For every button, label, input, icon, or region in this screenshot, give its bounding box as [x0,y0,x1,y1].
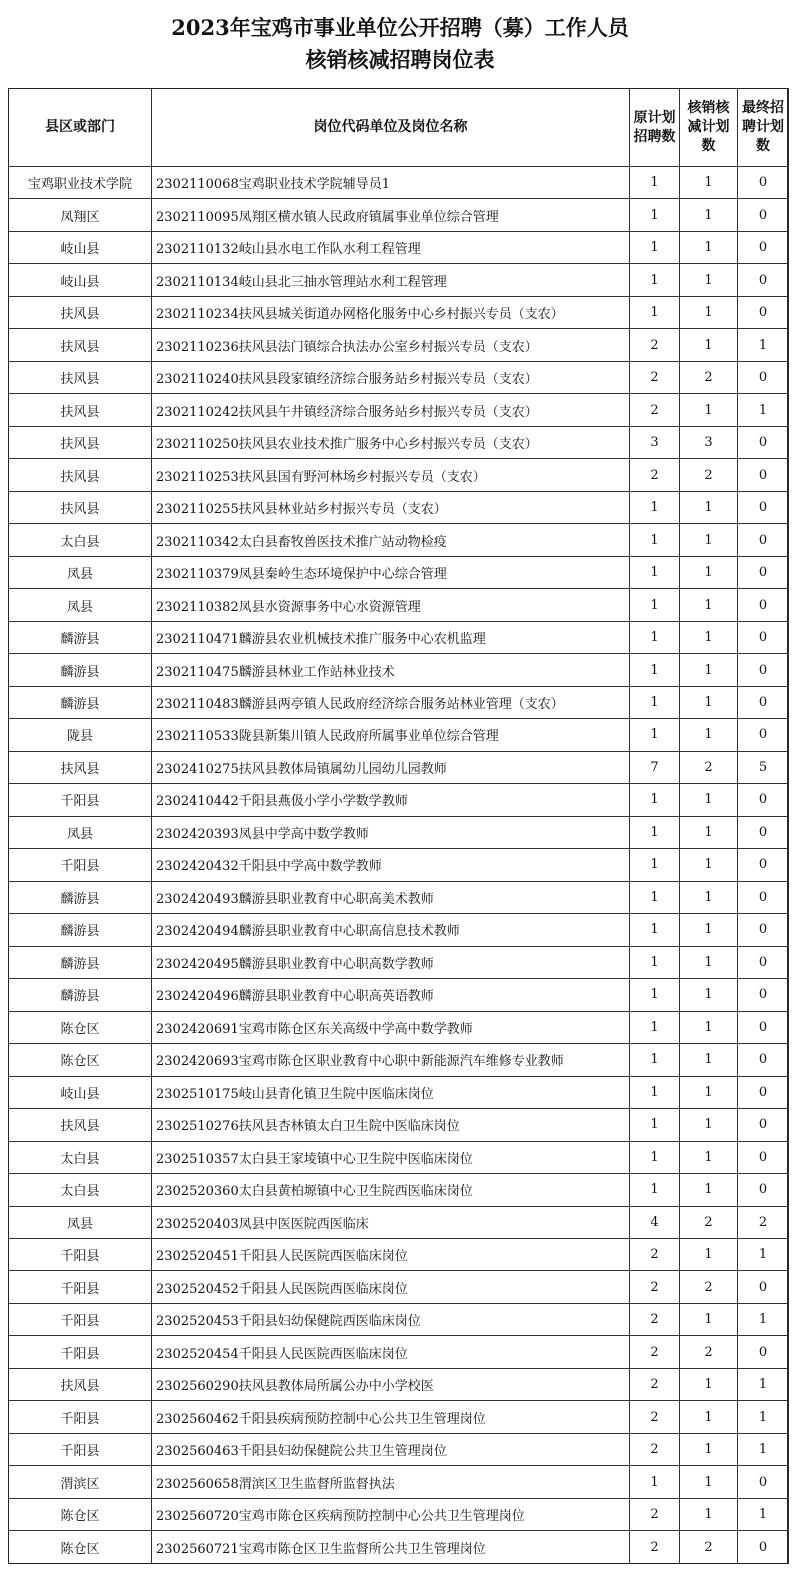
dept-cell: 扶风县 [9,296,152,328]
final-count-cell: 0 [738,1141,789,1173]
dept-cell: 岐山县 [9,1076,152,1108]
reduced-count-cell: 1 [680,264,738,296]
original-count-cell: 1 [630,1044,680,1076]
dept-cell: 扶风县 [9,1368,152,1400]
original-count-cell: 2 [630,1336,680,1368]
reduced-count-cell: 1 [680,589,738,621]
dept-cell: 扶风县 [9,361,152,393]
reduced-count-cell: 1 [680,1174,738,1206]
original-count-cell: 1 [630,849,680,881]
final-count-cell: 1 [738,1401,789,1433]
position-cell: 2302110533陇县新集川镇人民政府所属事业单位综合管理 [152,719,630,751]
original-count-cell: 1 [630,914,680,946]
header-final-count: 最终招聘计划数 [738,89,789,167]
reduced-count-cell: 1 [680,1141,738,1173]
reduced-count-cell: 1 [680,1466,738,1498]
final-count-cell: 1 [738,394,789,426]
reduced-count-cell: 1 [680,491,738,523]
final-count-cell: 0 [738,426,789,458]
original-count-cell: 2 [630,1368,680,1400]
reduced-count-cell: 1 [680,686,738,718]
header-position: 岗位代码单位及岗位名称 [152,89,630,167]
final-count-cell: 0 [738,199,789,231]
reduced-count-cell: 1 [680,979,738,1011]
reduced-count-cell: 1 [680,816,738,848]
reduced-count-cell: 1 [680,1011,738,1043]
reduced-count-cell: 1 [680,394,738,426]
reduced-count-cell: 2 [680,1206,738,1238]
final-count-cell: 0 [738,231,789,263]
dept-cell: 麟游县 [9,946,152,978]
dept-cell: 太白县 [9,1174,152,1206]
final-count-cell: 0 [738,296,789,328]
final-count-cell: 0 [738,264,789,296]
reduced-count-cell: 2 [680,459,738,491]
reduced-count-cell: 2 [680,751,738,783]
final-count-cell: 0 [738,361,789,393]
original-count-cell: 1 [630,881,680,913]
original-count-cell: 1 [630,1141,680,1173]
position-cell: 2302420691宝鸡市陈仓区东关高级中学高中数学教师 [152,1011,630,1043]
position-cell: 2302560290扶风县教体局所属公办中小学校医 [152,1368,630,1400]
original-count-cell: 2 [630,1498,680,1530]
dept-cell: 凤县 [9,816,152,848]
final-count-cell: 0 [738,946,789,978]
position-cell: 2302110250扶风县农业技术推广服务中心乡村振兴专员（支农） [152,426,630,458]
document-title-line2: 核销核减招聘岗位表 [305,47,495,72]
dept-cell: 扶风县 [9,426,152,458]
final-count-cell: 0 [738,1174,789,1206]
dept-cell: 麟游县 [9,979,152,1011]
position-cell: 2302110132岐山县水电工作队水利工程管理 [152,231,630,263]
position-cell: 2302420494麟游县职业教育中心职高信息技术教师 [152,914,630,946]
header-original-count: 原计划招聘数 [630,89,680,167]
dept-cell: 扶风县 [9,329,152,361]
reduced-count-cell: 1 [680,1238,738,1270]
position-cell: 2302520453千阳县妇幼保健院西医临床岗位 [152,1303,630,1335]
dept-cell: 岐山县 [9,264,152,296]
position-cell: 2302420393凤县中学高中数学教师 [152,816,630,848]
final-count-cell: 0 [738,1076,789,1108]
dept-cell: 宝鸡职业技术学院 [9,167,152,199]
original-count-cell: 3 [630,426,680,458]
header-reduced-count: 核销核减计划数 [680,89,738,167]
position-cell: 2302110342太白县畜牧兽医技术推广站动物检疫 [152,524,630,556]
original-count-cell: 7 [630,751,680,783]
final-count-cell: 0 [738,816,789,848]
original-count-cell: 2 [630,1271,680,1303]
reduced-count-cell: 3 [680,426,738,458]
original-count-cell: 1 [630,1466,680,1498]
position-cell: 2302420693宝鸡市陈仓区职业教育中心职中新能源汽车维修专业教师 [152,1044,630,1076]
position-cell: 2302110068宝鸡职业技术学院辅导员1 [152,167,630,199]
dept-cell: 千阳县 [9,1401,152,1433]
dept-cell: 凤县 [9,589,152,621]
dept-cell: 千阳县 [9,784,152,816]
dept-cell: 陇县 [9,719,152,751]
dept-cell: 凤翔区 [9,199,152,231]
final-count-cell: 0 [738,491,789,523]
reduced-count-cell: 1 [680,946,738,978]
reduced-count-cell: 2 [680,361,738,393]
position-cell: 2302110379凤县秦岭生态环境保护中心综合管理 [152,556,630,588]
position-cell: 2302520454千阳县人民医院西医临床岗位 [152,1336,630,1368]
position-cell: 2302110255扶风县林业站乡村振兴专员（支农） [152,491,630,523]
header-dept: 县区或部门 [9,89,152,167]
original-count-cell: 1 [630,296,680,328]
position-cell: 2302560721宝鸡市陈仓区卫生监督所公共卫生管理岗位 [152,1531,630,1564]
reduced-count-cell: 1 [680,621,738,653]
position-cell: 2302520452千阳县人民医院西医临床岗位 [152,1271,630,1303]
final-count-cell: 0 [738,1109,789,1141]
reduced-count-cell: 1 [680,167,738,199]
document-title-line1: 2023年宝鸡市事业单位公开招聘（募）工作人员 [171,15,629,40]
position-cell: 2302410442千阳县燕伋小学小学数学教师 [152,784,630,816]
reduced-count-cell: 1 [680,1401,738,1433]
position-cell: 2302110240扶风县段家镇经济综合服务站乡村振兴专员（支农） [152,361,630,393]
original-count-cell: 1 [630,686,680,718]
reduced-count-cell: 1 [680,654,738,686]
reduced-count-cell: 2 [680,1531,738,1564]
original-count-cell: 1 [630,1076,680,1108]
final-count-cell: 0 [738,524,789,556]
final-count-cell: 0 [738,1336,789,1368]
reduced-count-cell: 1 [680,296,738,328]
original-count-cell: 1 [630,946,680,978]
position-cell: 2302420493麟游县职业教育中心职高美术教师 [152,881,630,913]
reduced-count-cell: 1 [680,1498,738,1530]
dept-cell: 麟游县 [9,686,152,718]
position-cell: 2302560658渭滨区卫生监督所监督执法 [152,1466,630,1498]
final-count-cell: 0 [738,1531,789,1564]
final-count-cell: 1 [738,1303,789,1335]
final-count-cell: 0 [738,1044,789,1076]
final-count-cell: 1 [738,1368,789,1400]
original-count-cell: 1 [630,231,680,263]
original-count-cell: 1 [630,556,680,588]
position-cell: 2302510357太白县王家堎镇中心卫生院中医临床岗位 [152,1141,630,1173]
position-cell: 2302110483麟游县两亭镇人民政府经济综合服务站林业管理（支农） [152,686,630,718]
position-cell: 2302420432千阳县中学高中数学教师 [152,849,630,881]
position-cell: 2302110471麟游县农业机械技术推广服务中心农机监理 [152,621,630,653]
reduced-count-cell: 2 [680,1336,738,1368]
original-count-cell: 1 [630,491,680,523]
reduced-count-cell: 1 [680,1433,738,1465]
final-count-cell: 0 [738,719,789,751]
position-cell: 2302520360太白县黄柏塬镇中心卫生院西医临床岗位 [152,1174,630,1206]
dept-cell: 扶风县 [9,751,152,783]
final-count-cell: 0 [738,459,789,491]
reduced-count-cell: 1 [680,881,738,913]
final-count-cell: 0 [738,849,789,881]
final-count-cell: 0 [738,167,789,199]
position-cell: 2302110234扶风县城关街道办网格化服务中心乡村振兴专员（支农） [152,296,630,328]
original-count-cell: 2 [630,1433,680,1465]
final-count-cell: 0 [738,881,789,913]
position-cell: 2302110253扶风县国有野河林场乡村振兴专员（支农） [152,459,630,491]
original-count-cell: 1 [630,199,680,231]
dept-cell: 渭滨区 [9,1466,152,1498]
original-count-cell: 1 [630,524,680,556]
original-count-cell: 1 [630,719,680,751]
position-cell: 2302560462千阳县疾病预防控制中心公共卫生管理岗位 [152,1401,630,1433]
original-count-cell: 2 [630,329,680,361]
position-cell: 2302510175岐山县青化镇卫生院中医临床岗位 [152,1076,630,1108]
dept-cell: 千阳县 [9,1433,152,1465]
dept-cell: 凤县 [9,556,152,588]
position-cell: 2302110134岐山县北三抽水管理站水利工程管理 [152,264,630,296]
original-count-cell: 1 [630,1174,680,1206]
position-cell: 2302110095凤翔区横水镇人民政府镇属事业单位综合管理 [152,199,630,231]
reduced-count-cell: 1 [680,556,738,588]
reduced-count-cell: 1 [680,914,738,946]
dept-cell: 太白县 [9,1141,152,1173]
original-count-cell: 1 [630,589,680,621]
position-cell: 2302520451千阳县人民医院西医临床岗位 [152,1238,630,1270]
position-cell: 2302420495麟游县职业教育中心职高数学教师 [152,946,630,978]
original-count-cell: 1 [630,816,680,848]
original-count-cell: 1 [630,621,680,653]
dept-cell: 麟游县 [9,654,152,686]
final-count-cell: 1 [738,329,789,361]
final-count-cell: 0 [738,686,789,718]
original-count-cell: 1 [630,264,680,296]
position-cell: 2302560720宝鸡市陈仓区疾病预防控制中心公共卫生管理岗位 [152,1498,630,1530]
original-count-cell: 1 [630,167,680,199]
dept-cell: 麟游县 [9,881,152,913]
reduced-count-cell: 1 [680,849,738,881]
dept-cell: 陈仓区 [9,1498,152,1530]
reduced-count-cell: 1 [680,231,738,263]
original-count-cell: 1 [630,1109,680,1141]
dept-cell: 千阳县 [9,1303,152,1335]
position-cell: 2302110475麟游县林业工作站林业技术 [152,654,630,686]
final-count-cell: 1 [738,1498,789,1530]
reduced-count-cell: 1 [680,719,738,751]
original-count-cell: 1 [630,1011,680,1043]
reduced-count-cell: 1 [680,1303,738,1335]
dept-cell: 扶风县 [9,459,152,491]
reduced-count-cell: 1 [680,784,738,816]
reduced-count-cell: 1 [680,524,738,556]
final-count-cell: 0 [738,784,789,816]
position-cell: 2302110242扶风县午井镇经济综合服务站乡村振兴专员（支农） [152,394,630,426]
original-count-cell: 2 [630,394,680,426]
original-count-cell: 2 [630,459,680,491]
final-count-cell: 1 [738,1238,789,1270]
final-count-cell: 0 [738,621,789,653]
position-cell: 2302110382凤县水资源事务中心水资源管理 [152,589,630,621]
position-cell: 2302510276扶风县杏林镇太白卫生院中医临床岗位 [152,1109,630,1141]
dept-cell: 凤县 [9,1206,152,1238]
dept-cell: 陈仓区 [9,1011,152,1043]
final-count-cell: 0 [738,1271,789,1303]
position-cell: 2302520403凤县中医医院西医临床 [152,1206,630,1238]
reduced-count-cell: 1 [680,1109,738,1141]
final-count-cell: 0 [738,979,789,1011]
position-cell: 2302410275扶风县教体局镇属幼儿园幼儿园教师 [152,751,630,783]
dept-cell: 麟游县 [9,914,152,946]
final-count-cell: 0 [738,589,789,621]
original-count-cell: 4 [630,1206,680,1238]
reduced-count-cell: 1 [680,199,738,231]
dept-cell: 陈仓区 [9,1531,152,1564]
reduced-count-cell: 2 [680,1271,738,1303]
dept-cell: 扶风县 [9,1109,152,1141]
reduced-count-cell: 1 [680,1368,738,1400]
dept-cell: 千阳县 [9,1336,152,1368]
reduced-count-cell: 1 [680,329,738,361]
original-count-cell: 1 [630,654,680,686]
dept-cell: 千阳县 [9,1271,152,1303]
original-count-cell: 2 [630,1303,680,1335]
dept-cell: 太白县 [9,524,152,556]
position-cell: 2302560463千阳县妇幼保健院公共卫生管理岗位 [152,1433,630,1465]
reduced-count-cell: 1 [680,1044,738,1076]
position-cell: 2302110236扶风县法门镇综合执法办公室乡村振兴专员（支农） [152,329,630,361]
position-cell: 2302420496麟游县职业教育中心职高英语教师 [152,979,630,1011]
final-count-cell: 0 [738,1011,789,1043]
dept-cell: 扶风县 [9,491,152,523]
table-outer-border [8,88,788,1564]
dept-cell: 岐山县 [9,231,152,263]
final-count-cell: 0 [738,654,789,686]
dept-cell: 扶风县 [9,394,152,426]
dept-cell: 千阳县 [9,849,152,881]
final-count-cell: 0 [738,556,789,588]
final-count-cell: 5 [738,751,789,783]
dept-cell: 千阳县 [9,1238,152,1270]
original-count-cell: 2 [630,361,680,393]
final-count-cell: 2 [738,1206,789,1238]
original-count-cell: 2 [630,1531,680,1564]
original-count-cell: 2 [630,1401,680,1433]
original-count-cell: 1 [630,784,680,816]
final-count-cell: 0 [738,914,789,946]
original-count-cell: 2 [630,1238,680,1270]
original-count-cell: 1 [630,979,680,1011]
reduced-count-cell: 1 [680,1076,738,1108]
final-count-cell: 0 [738,1466,789,1498]
dept-cell: 麟游县 [9,621,152,653]
dept-cell: 陈仓区 [9,1044,152,1076]
final-count-cell: 1 [738,1433,789,1465]
